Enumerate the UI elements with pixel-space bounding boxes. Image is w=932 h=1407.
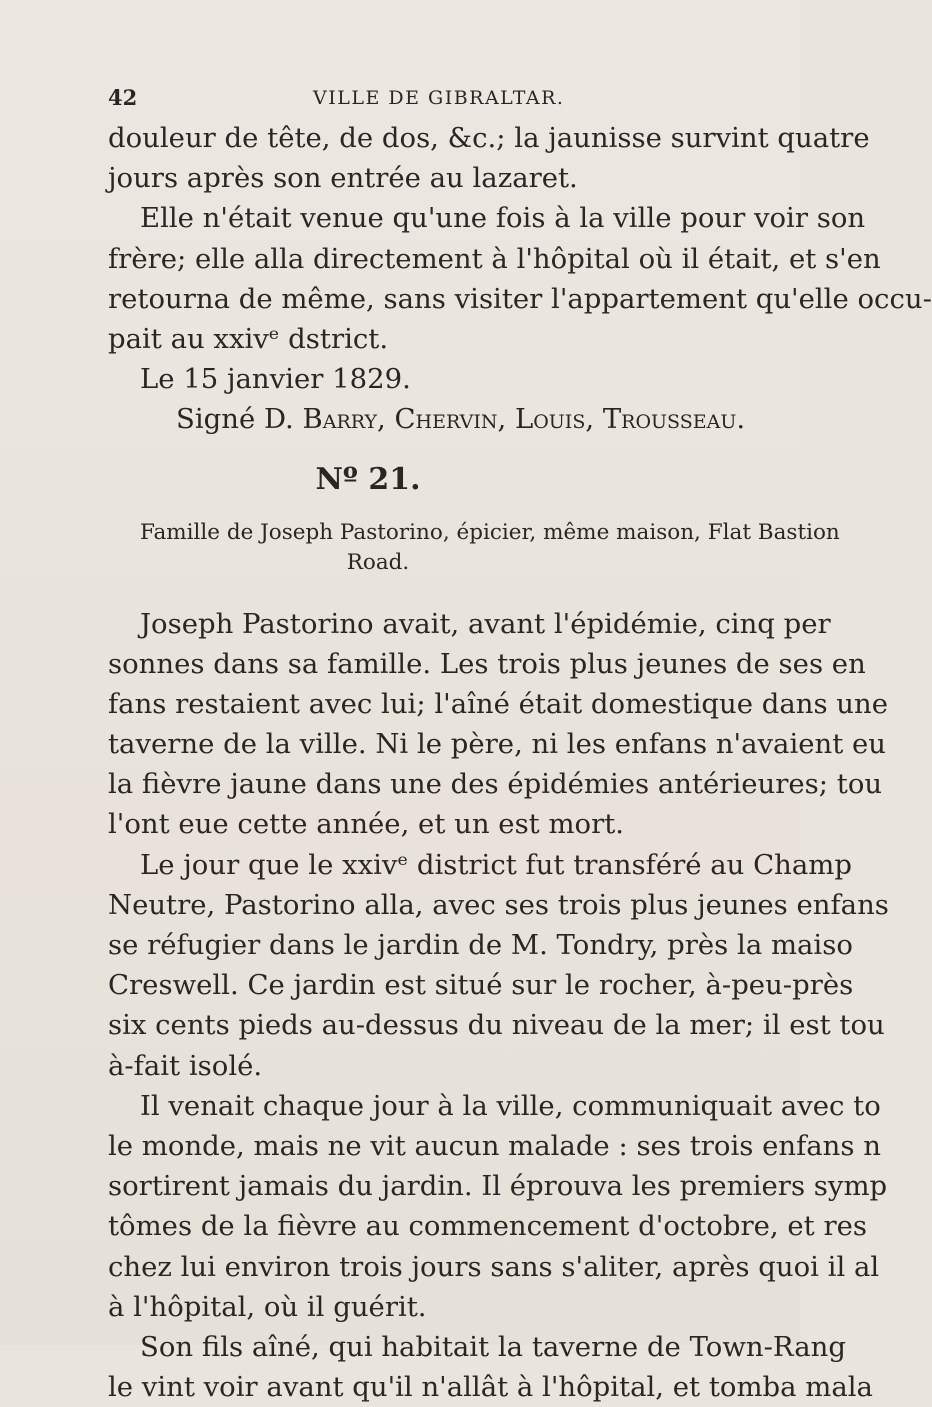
text-line: Son fils aîné, qui habitait la taverne de Town-Rang <box>140 1330 846 1363</box>
text-line: le vint voir avant qu'il n'allât à l'hôpital, et tomba mala <box>108 1371 873 1404</box>
running-head: VILLE DE GIBRALTAR. <box>313 87 565 109</box>
signature-names: Barry, Chervin, Louis, Trousseau. <box>302 403 746 436</box>
text-line: Neutre, Pastorino alla, avec ses trois plus jeunes enfans <box>108 888 889 921</box>
text-line: douleur de tête, de dos, &c.; la jaunisse survint quatre <box>108 122 870 154</box>
text-line: à l'hôpital, où il guérit. <box>108 1290 427 1323</box>
page-number: 42 <box>108 85 138 110</box>
date-line: Le 15 janvier 1829. <box>140 363 411 396</box>
text-line: Elle n'était venue qu'une fois à la ville pour voir son <box>140 202 866 235</box>
text-line: frère; elle alla directement à l'hôpital où il était, et s'en <box>108 242 881 275</box>
text-body <box>108 118 932 1407</box>
text-line: la fièvre jaune dans une des épidémies antérieures; tou <box>108 768 883 801</box>
text-line: Il venait chaque jour à la ville, communiquait avec to <box>140 1089 881 1122</box>
page-header <box>108 85 788 115</box>
text-line: chez lui environ trois jours sans s'aliter, après quoi il al <box>108 1250 880 1283</box>
text-line: fans restaient avec lui; l'aîné était domestique dans une <box>108 687 888 720</box>
signature-line <box>108 399 798 439</box>
text-line: se réfugier dans le jardin de M. Tondry, près la maiso <box>108 929 853 961</box>
text-line: Creswell. Ce jardin est situé sur le rocher, à-peu-près <box>108 969 854 1002</box>
text-line: jours après son entrée au lazaret. <box>108 162 578 195</box>
text-line: à-fait isolé. <box>108 1049 263 1082</box>
text-line: l'ont eue cette année, et un est mort. <box>108 808 625 841</box>
text-line: retourna de même, sans visiter l'appartement qu'elle occu- <box>108 282 932 315</box>
text-line: Joseph Pastorino avait, avant l'épidémie, cinq per <box>140 607 831 640</box>
text-line: le monde, mais ne vit aucun malade : ses trois enfans n <box>108 1129 881 1162</box>
section-subtitle: Famille de Joseph Pastorino, épicier, même maison, Flat Bastion <box>140 519 840 545</box>
text-line: taverne de la ville. Ni le père, ni les enfans n'avaient eu <box>108 728 887 761</box>
text-line: sortirent jamais du jardin. Il éprouva les premiers symp <box>108 1170 888 1203</box>
text-line: Le jour que le xxivᵉ district fut transféré au Champ <box>140 848 852 881</box>
section-subtitle-continued: Road. <box>346 549 410 575</box>
text-line: sonnes dans sa famille. Les trois plus jeunes de ses en <box>108 647 866 680</box>
signature-prefix: Signé D. <box>176 403 303 436</box>
text-line: tômes de la fièvre au commencement d'octobre, et res <box>108 1210 867 1243</box>
section-number: Nº 21. <box>315 461 421 497</box>
text-line: pait au xxivᵉ dstrict. <box>108 322 389 355</box>
text-line: six cents pieds au-dessus du niveau de la mer; il est tou <box>108 1009 885 1042</box>
